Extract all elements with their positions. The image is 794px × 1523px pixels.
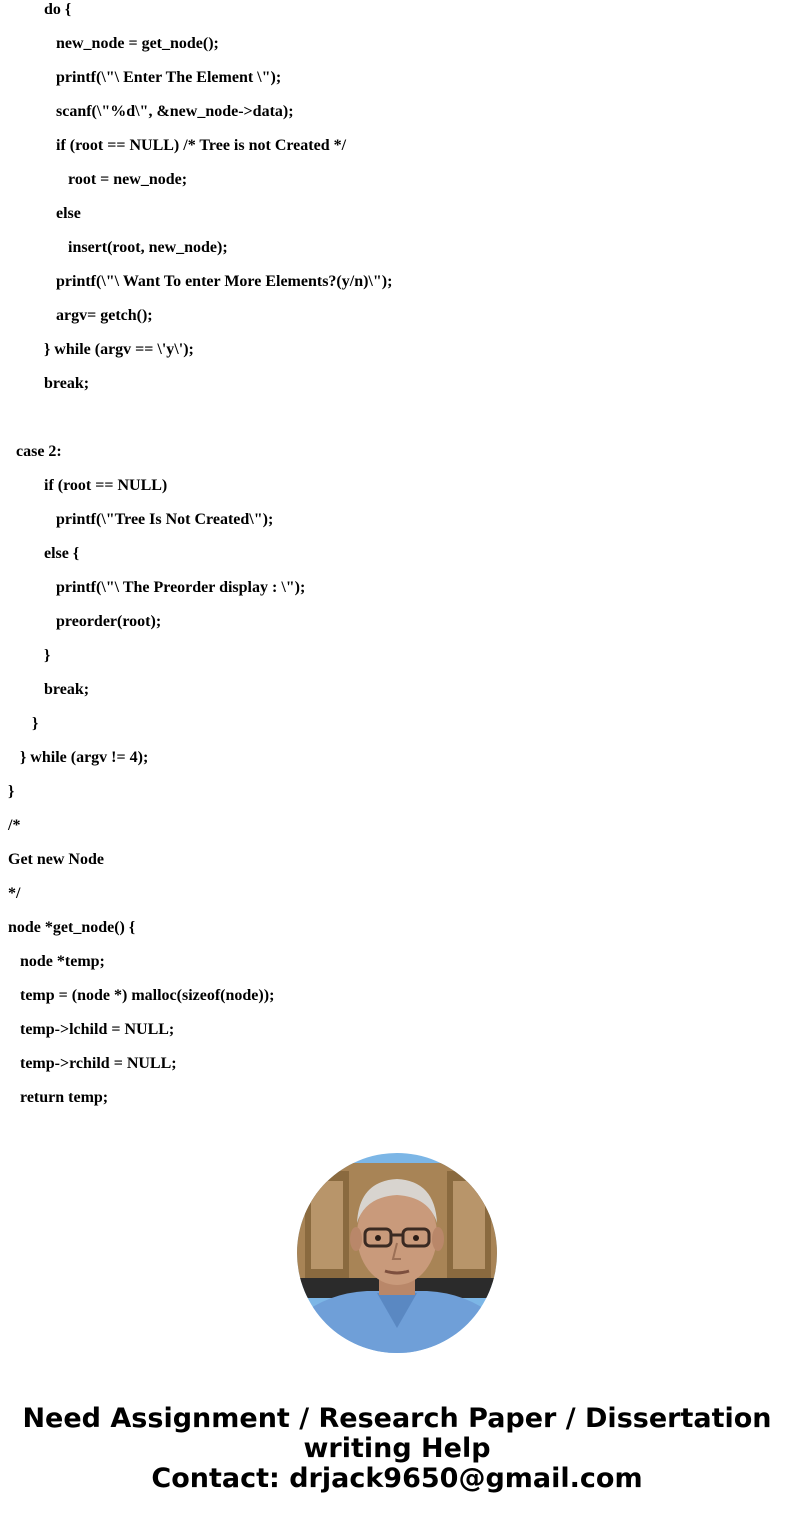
code-line: argv= getch(); (56, 307, 153, 324)
code-line: } (44, 647, 51, 664)
promo-line-2: writing Help (303, 1433, 491, 1464)
code-line: } (32, 715, 39, 732)
code-line: else { (44, 545, 80, 562)
code-line: break; (44, 681, 90, 698)
code-line: do { (44, 1, 72, 18)
code-line: printf(\"\ Want To enter More Elements?(y/n)\"); (56, 273, 393, 290)
code-line: node *get_node() { (8, 919, 136, 936)
code-line: Get new Node (8, 851, 104, 868)
code-line: /* (8, 817, 21, 834)
code-line: temp = (node *) malloc(sizeof(node)); (20, 987, 275, 1004)
code-line: printf(\"\ Enter The Element \"); (56, 69, 282, 86)
code-line: } (8, 783, 15, 800)
code-line: */ (8, 885, 21, 902)
code-line: if (root == NULL) (44, 477, 168, 494)
code-line: scanf(\"%d\", &new_node->data); (56, 103, 294, 120)
code-line: root = new_node; (68, 171, 188, 188)
code-line: preorder(root); (56, 613, 162, 630)
code-line: printf(\"Tree Is Not Created\"); (56, 511, 274, 528)
code-line: new_node = get_node(); (56, 35, 219, 52)
code-line: break; (44, 375, 90, 392)
code-line: insert(root, new_node); (68, 239, 228, 256)
code-line: printf(\"\ The Preorder display : \"); (56, 579, 306, 596)
code-line: else (56, 205, 81, 222)
author-avatar (297, 1153, 497, 1353)
code-line: return temp; (20, 1089, 109, 1106)
code-line: case 2: (16, 443, 62, 460)
code-line: } while (argv == \'y\'); (44, 341, 194, 358)
code-line: if (root == NULL) /* Tree is not Created */ (56, 137, 347, 154)
code-line: node *temp; (20, 953, 105, 970)
code-line: } while (argv != 4); (20, 749, 149, 766)
code-line: temp->rchild = NULL; (20, 1055, 177, 1072)
code-line: temp->lchild = NULL; (20, 1021, 175, 1038)
promo-contact: Contact: drjack9650@gmail.com (151, 1463, 643, 1494)
promo-line-1: Need Assignment / Research Paper / Dissertation (22, 1403, 772, 1434)
